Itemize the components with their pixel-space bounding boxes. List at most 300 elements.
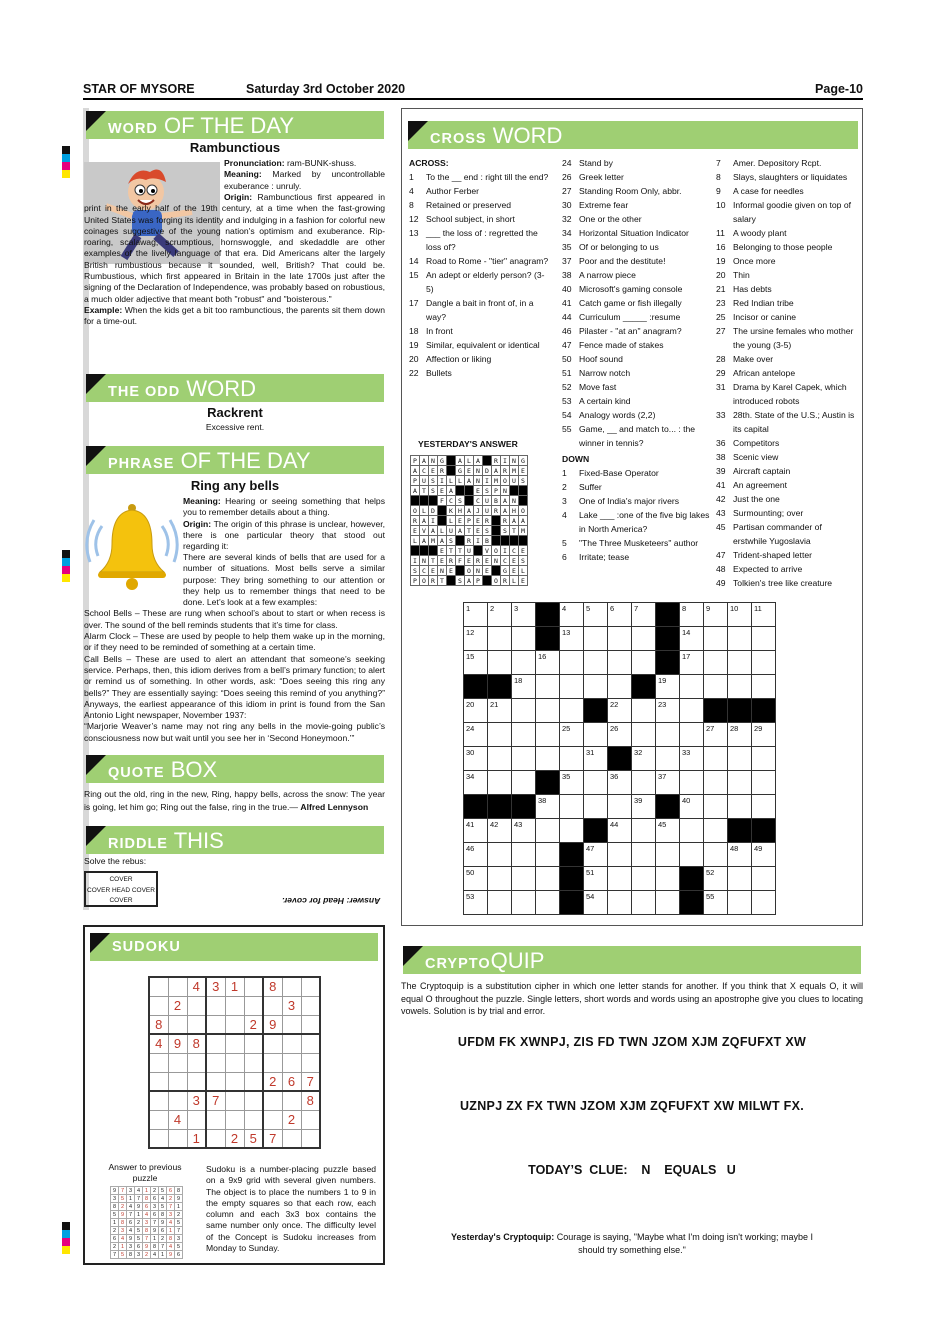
crossword-cell[interactable]: [656, 867, 680, 891]
crossword-cell[interactable]: [512, 699, 536, 723]
crossword-block: [656, 603, 680, 627]
crossword-cell[interactable]: [656, 891, 680, 915]
answer-cell: A: [456, 456, 465, 466]
word-of-day-banner: WORD OF THE DAY: [86, 111, 384, 139]
crossword-cell[interactable]: 26: [608, 723, 632, 747]
crossword-cell[interactable]: [608, 843, 632, 867]
crossword-cell[interactable]: [584, 675, 608, 699]
crossword-cell[interactable]: 13: [560, 627, 584, 651]
sudoku-answer-cell: 7: [111, 1251, 119, 1259]
sudoku-answer-cell: 4: [167, 1243, 175, 1251]
crossword-cell[interactable]: [536, 699, 560, 723]
crossword-cell[interactable]: [752, 675, 776, 699]
crossword-cell[interactable]: [632, 723, 656, 747]
sudoku-cell[interactable]: [301, 1110, 320, 1129]
crossword-block: [584, 819, 608, 843]
crossword-cell[interactable]: [536, 723, 560, 747]
crossword-cell[interactable]: [632, 699, 656, 723]
crossword-cell[interactable]: 29: [752, 723, 776, 747]
sudoku-cell[interactable]: [263, 1034, 282, 1053]
crossword-cell[interactable]: [728, 651, 752, 675]
crossword-cell[interactable]: [488, 867, 512, 891]
crossword-cell[interactable]: [728, 771, 752, 795]
sudoku-cell[interactable]: [149, 1053, 168, 1072]
crossword-cell[interactable]: [728, 795, 752, 819]
crossword-block: [560, 843, 584, 867]
crossword-cell[interactable]: 9: [704, 603, 728, 627]
answer-cell: A: [411, 466, 420, 476]
sudoku-cell[interactable]: [244, 1091, 263, 1110]
crossword-cell[interactable]: [488, 891, 512, 915]
crossword-block: [704, 699, 728, 723]
answer-cell: L: [438, 526, 447, 536]
crossword-cell[interactable]: [728, 627, 752, 651]
crossword-cell[interactable]: [488, 771, 512, 795]
clue-item: 4 Author Ferber: [409, 186, 480, 196]
crossword-cell[interactable]: [584, 795, 608, 819]
crossword-cell[interactable]: 47: [584, 843, 608, 867]
clue-item: 8 Retained or preserved: [409, 200, 512, 210]
crossword-block: [536, 627, 560, 651]
sudoku-cell[interactable]: 9: [263, 1015, 282, 1034]
sudoku-cell[interactable]: 3: [282, 996, 301, 1015]
crossword-cell[interactable]: 31: [584, 747, 608, 771]
answer-cell: C: [447, 496, 456, 506]
crossword-cell[interactable]: [680, 843, 704, 867]
crossword-cell[interactable]: 23: [656, 699, 680, 723]
sudoku-cell[interactable]: [244, 977, 263, 996]
answer-cell: O: [519, 506, 528, 516]
crossword-cell[interactable]: [560, 699, 584, 723]
crossword-cell[interactable]: [536, 867, 560, 891]
crossword-cell[interactable]: 25: [560, 723, 584, 747]
crossword-cell[interactable]: [680, 771, 704, 795]
sudoku-cell[interactable]: [149, 977, 168, 996]
crossword-cell[interactable]: 20: [464, 699, 488, 723]
crossword-cell[interactable]: 36: [608, 771, 632, 795]
crossword-cell[interactable]: [512, 627, 536, 651]
crossword-cell[interactable]: 52: [704, 867, 728, 891]
sudoku-cell[interactable]: 4: [168, 1110, 187, 1129]
crossword-cell[interactable]: [704, 795, 728, 819]
sudoku-cell[interactable]: [225, 1034, 244, 1053]
crossword-cell[interactable]: [656, 723, 680, 747]
crossword-cell[interactable]: 30: [464, 747, 488, 771]
crossword-cell[interactable]: 28: [728, 723, 752, 747]
crossword-cell[interactable]: [680, 699, 704, 723]
crossword-cell[interactable]: [656, 843, 680, 867]
crossword-cell[interactable]: [536, 843, 560, 867]
crossword-cell[interactable]: 48: [728, 843, 752, 867]
clue-item: 17 Dangle a bait in front of, in a way?: [409, 298, 534, 322]
sudoku-cell[interactable]: [187, 1015, 206, 1034]
sudoku-cell[interactable]: [301, 1053, 320, 1072]
sudoku-cell[interactable]: [168, 1015, 187, 1034]
crossword-cell[interactable]: [632, 651, 656, 675]
answer-cell: A: [447, 486, 456, 496]
crossword-cell[interactable]: 33: [680, 747, 704, 771]
crossword-cell[interactable]: [752, 795, 776, 819]
sudoku-answer-cell: 6: [159, 1227, 167, 1235]
sudoku-cell[interactable]: [149, 1091, 168, 1110]
answer-cell: S: [411, 566, 420, 576]
sudoku-cell[interactable]: [282, 977, 301, 996]
sudoku-cell[interactable]: [206, 1110, 225, 1129]
sudoku-cell[interactable]: [187, 1072, 206, 1091]
sudoku-cell[interactable]: 4: [187, 977, 206, 996]
sudoku-cell[interactable]: [225, 1091, 244, 1110]
sudoku-cell[interactable]: [225, 1072, 244, 1091]
crossword-cell[interactable]: [560, 651, 584, 675]
crossword-cell[interactable]: 53: [464, 891, 488, 915]
crossword-cell[interactable]: 3: [512, 603, 536, 627]
crossword-cell[interactable]: [752, 651, 776, 675]
sudoku-answer-cell: 2: [151, 1187, 159, 1195]
clue-item: 49 Tolkien's tree like creature: [716, 578, 833, 588]
crossword-cell[interactable]: [488, 723, 512, 747]
crossword-cell[interactable]: 19: [656, 675, 680, 699]
crossword-cell[interactable]: [632, 843, 656, 867]
crossword-cell[interactable]: [488, 843, 512, 867]
sudoku-cell[interactable]: 8: [187, 1034, 206, 1053]
answer-cell: V: [420, 526, 429, 536]
crossword-block: [608, 747, 632, 771]
answer-cell: S: [483, 526, 492, 536]
answer-cell: N: [438, 566, 447, 576]
sudoku-cell[interactable]: 3: [187, 1091, 206, 1110]
answer-cell: S: [456, 496, 465, 506]
crossword-cell[interactable]: 21: [488, 699, 512, 723]
sudoku-answer-cell: 1: [111, 1219, 119, 1227]
answer-cell: [483, 576, 492, 586]
crossword-cell[interactable]: 15: [464, 651, 488, 675]
crossword-cell[interactable]: [512, 771, 536, 795]
crossword-cell[interactable]: 42: [488, 819, 512, 843]
crossword-cell[interactable]: [560, 747, 584, 771]
crossword-cell[interactable]: [488, 627, 512, 651]
crossword-cell[interactable]: 14: [680, 627, 704, 651]
sudoku-answer-cell: 1: [175, 1203, 183, 1211]
crossword-cell[interactable]: 1: [464, 603, 488, 627]
clue-item: 44 Curriculum _____ :resume: [562, 312, 681, 322]
crossword-cell[interactable]: [536, 747, 560, 771]
crossword-cell[interactable]: [680, 819, 704, 843]
sudoku-cell[interactable]: 2: [168, 996, 187, 1015]
sudoku-cell[interactable]: [168, 1053, 187, 1072]
sudoku-cell[interactable]: [301, 1034, 320, 1053]
crossword-cell[interactable]: [584, 771, 608, 795]
crossword-cell[interactable]: 16: [536, 651, 560, 675]
answer-cell: S: [429, 476, 438, 486]
crossword-cell[interactable]: [632, 867, 656, 891]
sudoku-cell[interactable]: [187, 1053, 206, 1072]
crossword-cell[interactable]: [752, 747, 776, 771]
crossword-grid[interactable]: [463, 602, 776, 915]
clue-item: 16 Belonging to those people: [716, 242, 833, 252]
crossword-cell[interactable]: 46: [464, 843, 488, 867]
sudoku-cell[interactable]: [244, 1110, 263, 1129]
answer-cell: E: [456, 516, 465, 526]
crossword-cell[interactable]: 4: [560, 603, 584, 627]
sudoku-cell[interactable]: 7: [263, 1129, 282, 1148]
sudoku-answer-cell: 3: [127, 1187, 135, 1195]
crossword-cell[interactable]: [752, 891, 776, 915]
sudoku-cell[interactable]: [149, 1110, 168, 1129]
crossword-cell[interactable]: [728, 747, 752, 771]
crossword-cell[interactable]: 45: [656, 819, 680, 843]
crossword-cell[interactable]: [512, 651, 536, 675]
sudoku-cell[interactable]: [168, 1072, 187, 1091]
crossword-cell[interactable]: 38: [536, 795, 560, 819]
clue-item: 41 An agreement: [716, 480, 787, 490]
answer-cell: N: [420, 556, 429, 566]
odd-word-banner: THE ODD WORD: [86, 374, 384, 402]
crossword-cell[interactable]: 12: [464, 627, 488, 651]
crossword-cell[interactable]: [584, 651, 608, 675]
sudoku-cell[interactable]: 2: [225, 1129, 244, 1148]
crossword-cell[interactable]: 54: [584, 891, 608, 915]
crossword-cell[interactable]: [536, 675, 560, 699]
answer-cell: N: [429, 456, 438, 466]
crossword-cell[interactable]: [704, 747, 728, 771]
sudoku-cell[interactable]: [206, 1129, 225, 1148]
crossword-cell[interactable]: 6: [608, 603, 632, 627]
crossword-cell[interactable]: 43: [512, 819, 536, 843]
page-number: Page-10: [815, 82, 863, 96]
crossword-cell[interactable]: 51: [584, 867, 608, 891]
sudoku-cell[interactable]: 1: [187, 1129, 206, 1148]
crossword-cell[interactable]: 27: [704, 723, 728, 747]
clue-item: 47 Trident-shaped letter: [716, 550, 812, 560]
sudoku-cell[interactable]: [263, 1110, 282, 1129]
sudoku-cell[interactable]: [168, 1129, 187, 1148]
answer-cell: U: [510, 476, 519, 486]
crossword-block: [560, 867, 584, 891]
crossword-cell[interactable]: 24: [464, 723, 488, 747]
crossword-cell[interactable]: 22: [608, 699, 632, 723]
crossword-cell[interactable]: 44: [608, 819, 632, 843]
answer-cell: [447, 466, 456, 476]
answer-cell: G: [501, 566, 510, 576]
crossword-cell[interactable]: 11: [752, 603, 776, 627]
crossword-cell[interactable]: 10: [728, 603, 752, 627]
crossword-cell[interactable]: 5: [584, 603, 608, 627]
crossword-cell[interactable]: 7: [632, 603, 656, 627]
crossword-cell[interactable]: [752, 867, 776, 891]
crossword-cell[interactable]: 18: [512, 675, 536, 699]
crossword-cell[interactable]: [608, 627, 632, 651]
sudoku-answer-cell: 9: [143, 1243, 151, 1251]
sudoku-answer-cell: 9: [175, 1195, 183, 1203]
answer-cell: E: [510, 556, 519, 566]
crossword-cell[interactable]: 55: [704, 891, 728, 915]
crossword-block: [584, 699, 608, 723]
answer-cell: F: [456, 556, 465, 566]
sudoku-cell[interactable]: [149, 1072, 168, 1091]
answer-cell: S: [519, 556, 528, 566]
crossword-cell[interactable]: [656, 747, 680, 771]
sudoku-cell[interactable]: [263, 1091, 282, 1110]
sudoku-cell[interactable]: [225, 1015, 244, 1034]
sudoku-cell[interactable]: 2: [263, 1072, 282, 1091]
answer-cell: [438, 516, 447, 526]
sudoku-grid[interactable]: [148, 976, 321, 1149]
clue-item: 45 Partisan commander of erstwhile Yugoslavia: [716, 522, 822, 546]
answer-cell: T: [465, 526, 474, 536]
crossword-cell[interactable]: [584, 627, 608, 651]
answer-cell: T: [456, 546, 465, 556]
crossword-cell[interactable]: [608, 867, 632, 891]
sudoku-cell[interactable]: [225, 996, 244, 1015]
sudoku-cell[interactable]: 8: [149, 1015, 168, 1034]
crossword-cell[interactable]: [728, 675, 752, 699]
sudoku-cell[interactable]: [282, 1091, 301, 1110]
crossword-cell[interactable]: [632, 891, 656, 915]
riddle-banner: RIDDLE THIS: [86, 826, 384, 854]
answer-cell: E: [519, 546, 528, 556]
answer-cell: G: [456, 466, 465, 476]
crossword-cell[interactable]: [536, 819, 560, 843]
sudoku-cell[interactable]: 7: [206, 1091, 225, 1110]
answer-cell: E: [465, 556, 474, 566]
crossword-cell[interactable]: [704, 651, 728, 675]
sudoku-cell[interactable]: 3: [206, 977, 225, 996]
word-headword: Rambunctious: [189, 140, 281, 155]
crossword-cell[interactable]: 35: [560, 771, 584, 795]
sudoku-cell[interactable]: [282, 1053, 301, 1072]
clue-item: 5 "The Three Musketeers" author: [562, 538, 699, 548]
answer-cell: [456, 566, 465, 576]
sudoku-cell[interactable]: [225, 1110, 244, 1129]
answer-cell: [492, 516, 501, 526]
sudoku-cell[interactable]: [301, 996, 320, 1015]
sudoku-cell[interactable]: 1: [225, 977, 244, 996]
sudoku-cell[interactable]: [187, 996, 206, 1015]
crossword-cell[interactable]: [512, 891, 536, 915]
sudoku-cell[interactable]: [206, 996, 225, 1015]
sudoku-cell[interactable]: 4: [149, 1034, 168, 1053]
crossword-cell[interactable]: [728, 891, 752, 915]
sudoku-banner: SUDOKU: [90, 933, 378, 961]
crossword-cell[interactable]: [608, 675, 632, 699]
crossword-cell[interactable]: [488, 747, 512, 771]
crossword-cell[interactable]: [488, 651, 512, 675]
crossword-cell[interactable]: [512, 843, 536, 867]
crossword-cell[interactable]: [536, 891, 560, 915]
crossword-cell[interactable]: [608, 651, 632, 675]
sudoku-cell[interactable]: 2: [282, 1110, 301, 1129]
sudoku-cell[interactable]: [301, 1015, 320, 1034]
sudoku-cell[interactable]: 8: [301, 1091, 320, 1110]
sudoku-cell[interactable]: 2: [244, 1015, 263, 1034]
crossword-cell[interactable]: [680, 723, 704, 747]
crossword-cell[interactable]: [584, 723, 608, 747]
crossword-cell[interactable]: [704, 843, 728, 867]
sudoku-cell[interactable]: 8: [263, 977, 282, 996]
crossword-cell[interactable]: [512, 747, 536, 771]
sudoku-cell[interactable]: 6: [282, 1072, 301, 1091]
sudoku-cell[interactable]: [225, 1053, 244, 1072]
crossword-cell[interactable]: [512, 867, 536, 891]
answer-cell: M: [510, 466, 519, 476]
crossword-cell[interactable]: 39: [632, 795, 656, 819]
sudoku-answer-cell: 7: [151, 1219, 159, 1227]
crossword-cell[interactable]: 40: [680, 795, 704, 819]
sudoku-cell[interactable]: 7: [301, 1072, 320, 1091]
crossword-cell[interactable]: 41: [464, 819, 488, 843]
sudoku-cell[interactable]: 5: [244, 1129, 263, 1148]
crossword-cell[interactable]: [752, 771, 776, 795]
answer-cell: O: [411, 506, 420, 516]
sudoku-cell[interactable]: [301, 977, 320, 996]
crossword-cell[interactable]: [632, 627, 656, 651]
sudoku-cell[interactable]: [206, 1053, 225, 1072]
crossword-cell[interactable]: [752, 627, 776, 651]
answer-cell: M: [519, 526, 528, 536]
sudoku-cell[interactable]: [244, 1053, 263, 1072]
crossword-cell[interactable]: [560, 675, 584, 699]
crossword-cell[interactable]: [608, 891, 632, 915]
crossword-cell[interactable]: [728, 867, 752, 891]
sudoku-cell[interactable]: [206, 1015, 225, 1034]
crossword-cell[interactable]: 8: [680, 603, 704, 627]
sudoku-cell[interactable]: 9: [168, 1034, 187, 1053]
crossword-cell[interactable]: 49: [752, 843, 776, 867]
crossword-cell[interactable]: [632, 819, 656, 843]
crossword-cell[interactable]: 37: [656, 771, 680, 795]
crossword-cell[interactable]: [632, 771, 656, 795]
crossword-cell[interactable]: [512, 723, 536, 747]
sudoku-cell[interactable]: [168, 1091, 187, 1110]
crossword-cell[interactable]: [560, 795, 584, 819]
crossword-cell[interactable]: [608, 795, 632, 819]
sudoku-cell[interactable]: [263, 996, 282, 1015]
clue-item: 51 Narrow notch: [562, 368, 631, 378]
sudoku-cell[interactable]: [301, 1129, 320, 1148]
sudoku-cell[interactable]: [282, 1034, 301, 1053]
sudoku-cell[interactable]: [149, 1129, 168, 1148]
crossword-cell[interactable]: [704, 771, 728, 795]
sudoku-cell[interactable]: [282, 1015, 301, 1034]
answer-cell: A: [492, 466, 501, 476]
sudoku-cell[interactable]: [282, 1129, 301, 1148]
sudoku-cell[interactable]: [149, 996, 168, 1015]
sudoku-cell[interactable]: [244, 1034, 263, 1053]
clue-item: 31 Drama by Karel Capek, which introduced robots: [716, 382, 847, 406]
crossword-cell[interactable]: [704, 627, 728, 651]
crossword-cell[interactable]: [560, 819, 584, 843]
crossword-cell[interactable]: 32: [632, 747, 656, 771]
crossword-cell[interactable]: [704, 675, 728, 699]
crossword-cell[interactable]: 17: [680, 651, 704, 675]
clue-item: 54 Analogy words (2,2): [562, 410, 656, 420]
sudoku-answer-cell: 7: [167, 1203, 175, 1211]
answer-cell: [492, 526, 501, 536]
sudoku-cell[interactable]: [206, 1034, 225, 1053]
crossword-cell[interactable]: 2: [488, 603, 512, 627]
clue-item: 42 Just the one: [716, 494, 780, 504]
sudoku-cell[interactable]: [206, 1072, 225, 1091]
sudoku-cell[interactable]: [244, 996, 263, 1015]
sudoku-cell[interactable]: [168, 977, 187, 996]
sudoku-cell[interactable]: [244, 1072, 263, 1091]
sudoku-cell[interactable]: [187, 1110, 206, 1129]
sudoku-cell[interactable]: [263, 1053, 282, 1072]
crossword-cell[interactable]: 34: [464, 771, 488, 795]
crossword-cell[interactable]: 50: [464, 867, 488, 891]
crossword-cell[interactable]: [704, 819, 728, 843]
crossword-cell[interactable]: [680, 675, 704, 699]
